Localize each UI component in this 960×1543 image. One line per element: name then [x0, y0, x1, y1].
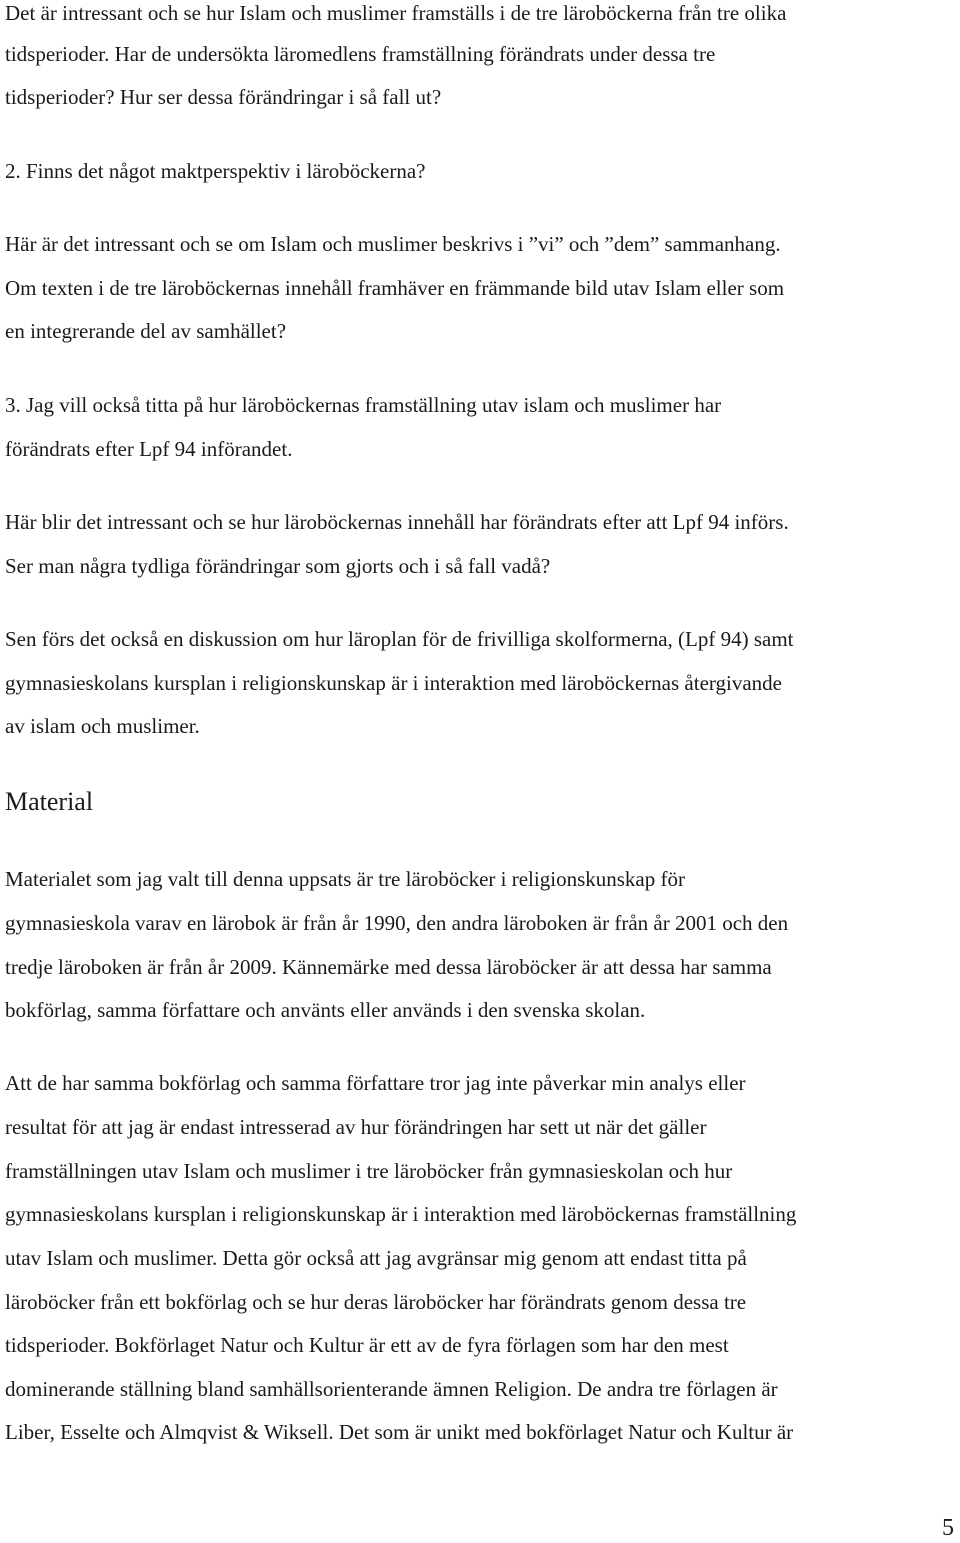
- material-para-2-line-7: tidsperioder. Bokförlaget Natur och Kultur är ett av de fyra förlagen som har den mest: [5, 1333, 729, 1357]
- question-3-line-2: förändrats efter Lpf 94 införandet.: [5, 437, 293, 461]
- paragraph-3-line-1: Här blir det intressant och se hur läroböckernas innehåll har förändrats efter att Lpf 94 införs.: [5, 510, 789, 534]
- material-para-2-line-9: Liber, Esselte och Almqvist & Wiksell. Det som är unikt med bokförlaget Natur och Kultur är: [5, 1420, 794, 1444]
- paragraph-4-line-1: Sen förs det också en diskussion om hur läroplan för de frivilliga skolformerna, (Lpf 94) samt: [5, 627, 794, 651]
- material-para-2-line-3: framställningen utav Islam och muslimer i tre läroböcker från gymnasieskolan och hur: [5, 1159, 733, 1183]
- material-para-1-line-3: tredje läroboken är från år 2009. Kännemärke med dessa läroböcker är att dessa har samma: [5, 955, 772, 979]
- material-para-2-line-1: Att de har samma bokförlag och samma författare tror jag inte påverkar min analys eller: [5, 1071, 746, 1095]
- page-number: 5: [942, 1515, 954, 1541]
- intro-line-2: tidsperioder. Har de undersökta läromedlens framställning förändrats under dessa tre: [5, 42, 716, 66]
- paragraph-4-line-3: av islam och muslimer.: [5, 714, 200, 738]
- paragraph-2-line-3: en integrerande del av samhället?: [5, 319, 287, 343]
- material-para-1-line-2: gymnasieskola varav en lärobok är från år 1990, den andra läroboken är från år 2001 och den: [5, 911, 789, 935]
- intro-line-3: tidsperioder? Hur ser dessa förändringar i så fall ut?: [5, 85, 442, 109]
- paragraph-4-line-2: gymnasieskolans kursplan i religionskunskap är i interaktion med läroböckernas återgivande: [5, 671, 782, 695]
- question-2: 2. Finns det något maktperspektiv i läroböckerna?: [5, 159, 426, 183]
- material-para-1-line-1: Materialet som jag valt till denna uppsats är tre läroböcker i religionskunskap för: [5, 867, 685, 891]
- material-para-2-line-4: gymnasieskolans kursplan i religionskunskap är i interaktion med läroböckernas framställning: [5, 1202, 797, 1226]
- paragraph-3-line-2: Ser man några tydliga förändringar som gjorts och i så fall vadå?: [5, 554, 551, 578]
- material-para-1-line-4: bokförlag, samma författare och använts eller används i den svenska skolan.: [5, 998, 646, 1022]
- material-para-2-line-8: dominerande ställning bland samhällsorienterande ämnen Religion. De andra tre förlagen är: [5, 1377, 778, 1401]
- paragraph-2-line-1: Här är det intressant och se om Islam och muslimer beskrivs i ”vi” och ”dem” sammanhang.: [5, 232, 781, 256]
- question-3-line-1: 3. Jag vill också titta på hur läroböckernas framställning utav islam och muslimer har: [5, 393, 722, 417]
- paragraph-2-line-2: Om texten i de tre läroböckernas innehåll framhäver en främmande bild utav Islam eller som: [5, 276, 785, 300]
- intro-line-1: Det är intressant och se hur Islam och muslimer framställs i de tre läroböckerna från tre olika: [5, 1, 787, 25]
- material-para-2-line-5: utav Islam och muslimer. Detta gör också att jag avgränsar mig genom att endast titta på: [5, 1246, 747, 1270]
- material-para-2-line-6: läroböcker från ett bokförlag och se hur deras läroböcker har förändrats genom dessa tre: [5, 1290, 747, 1314]
- material-para-2-line-2: resultat för att jag är endast intresserad av hur förändringen har sett ut när det gäller: [5, 1115, 707, 1139]
- section-heading-material: Material: [5, 787, 94, 816]
